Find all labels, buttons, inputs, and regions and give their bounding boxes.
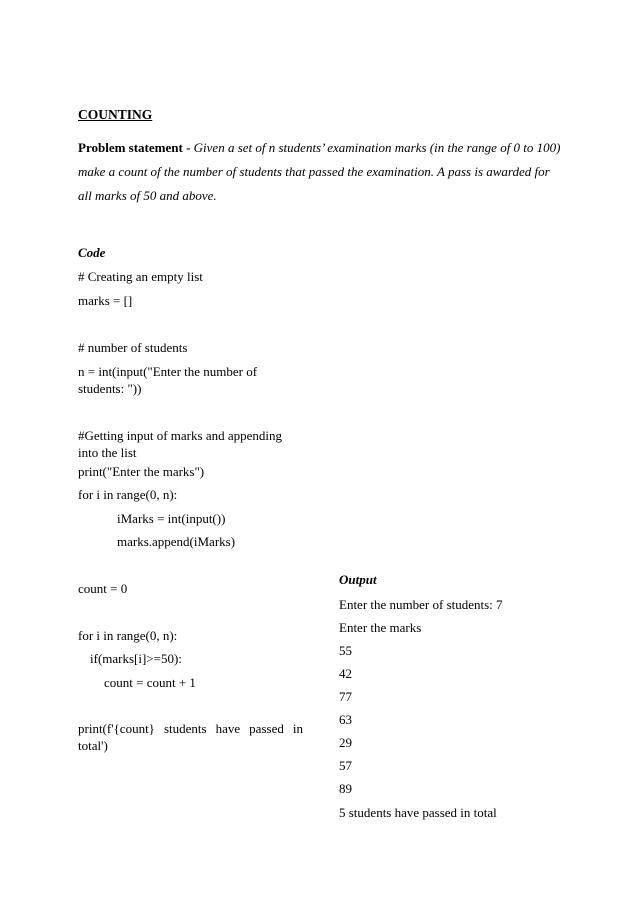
code-line: if(marks[i]>=50): (90, 651, 182, 666)
output-heading: Output (339, 572, 377, 587)
document-title: COUNTING (78, 107, 153, 122)
code-line: marks.append(iMarks) (117, 534, 236, 549)
output-line: 55 (339, 643, 352, 658)
output-line: Enter the number of students: 7 (339, 597, 503, 612)
output-line: 57 (339, 758, 352, 773)
code-line: count = count + 1 (104, 675, 196, 690)
code-line: # Creating an empty list (78, 269, 203, 284)
code-line: iMarks = int(input()) (117, 511, 226, 526)
output-line: 5 students have passed in total (339, 805, 497, 820)
code-line: print("Enter the marks") (78, 464, 205, 479)
problem-text: Given a set of n students’ examination marks (in the range of 0 to 100) make a count of the number of students that passed the examination. A pass is awarded for all marks of 50 and above. (78, 140, 561, 203)
code-line: count = 0 (78, 581, 128, 596)
code-line: #Getting input of marks and appending into the list (78, 428, 282, 460)
code-line: for i in range(0, n): (78, 487, 178, 502)
problem-statement (78, 136, 566, 208)
output-line: Enter the marks (339, 620, 422, 635)
output-line: 42 (339, 666, 352, 681)
code-line: # number of students (78, 340, 188, 355)
output-line: 77 (339, 689, 352, 704)
code-line: print(f'{count} students have passed in total') (78, 721, 303, 753)
output-line: 29 (339, 735, 352, 750)
code-line: n = int(input("Enter the number of students: ")) (78, 364, 258, 396)
code-heading: Code (78, 245, 106, 260)
output-line: 89 (339, 781, 352, 796)
code-line: marks = [] (78, 293, 133, 308)
problem-label: Problem statement - (78, 140, 194, 155)
output-line: 63 (339, 712, 352, 727)
code-line: for i in range(0, n): (78, 628, 178, 643)
